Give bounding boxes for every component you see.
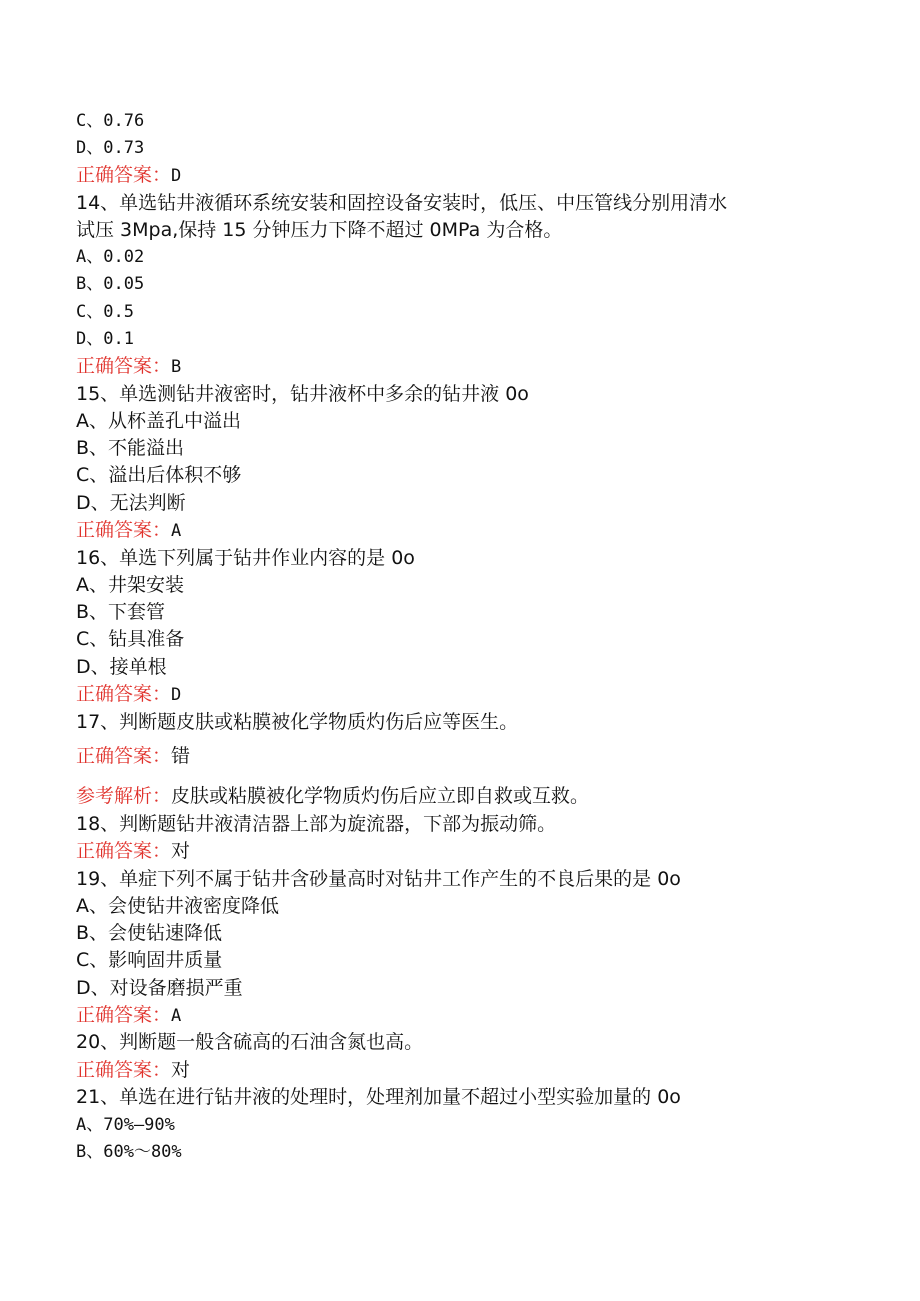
option-line: B、下套管 <box>76 601 166 623</box>
explanation-line <box>76 783 589 810</box>
question-line: 21、单选在进行钻井液的处理时，处理剂加量不超过小型实验加量的 0o <box>76 1086 681 1108</box>
answer-value: 对 <box>171 1059 191 1081</box>
option-line: D、接单根 <box>76 656 167 678</box>
answer-value: A <box>171 1006 182 1026</box>
answer-label: 正确答案： <box>76 1059 172 1081</box>
answer-label: 正确答案： <box>76 745 172 767</box>
question-line: 19、单症下列不属于钻井含砂量高时对钻井工作产生的不良后果的是 0o <box>76 868 681 890</box>
answer-line <box>76 743 190 770</box>
answer-label: 正确答案： <box>76 164 172 186</box>
option-line: A、会使钻井液密度降低 <box>76 895 279 917</box>
option-line: B、不能溢出 <box>76 437 185 459</box>
question-line: 16、单选下列属于钻井作业内容的是 0o <box>76 547 415 569</box>
option-line: D、无法判断 <box>76 492 186 514</box>
option-line: A、70%—90% <box>76 1115 175 1135</box>
answer-value: A <box>171 521 182 541</box>
answer-label: 正确答案： <box>76 1004 172 1026</box>
question-line: 试压 3Mpa,保持 15 分钟压力下降不超过 0MPa 为合格。 <box>76 219 563 241</box>
answer-line <box>76 517 181 544</box>
answer-line <box>76 681 181 708</box>
option-line: B、0.05 <box>76 274 145 294</box>
answer-line <box>76 353 181 380</box>
option-line: C、0.5 <box>76 302 134 322</box>
answer-line <box>76 838 190 865</box>
answer-value: 对 <box>171 840 191 862</box>
option-line: B、会使钻速降低 <box>76 922 223 944</box>
answer-line <box>76 1002 181 1029</box>
answer-label: 正确答案： <box>76 355 172 377</box>
answer-value: B <box>171 357 182 377</box>
question-line: 15、单选测钻井液密时，钻井液杯中多余的钻井液 0o <box>76 383 529 405</box>
explanation-label: 参考解析： <box>76 785 172 807</box>
answer-value: D <box>171 166 182 186</box>
question-line: 20、判断题一般含硫高的石油含氮也高。 <box>76 1031 424 1053</box>
option-line: C、影响固井质量 <box>76 949 223 971</box>
answer-label: 正确答案： <box>76 683 172 705</box>
question-line: 17、判断题皮肤或粘膜被化学物质灼伤后应等医生。 <box>76 711 519 733</box>
answer-label: 正确答案： <box>76 519 172 541</box>
option-line: C、钻具准备 <box>76 628 185 650</box>
answer-label: 正确答案： <box>76 840 172 862</box>
question-line: 18、判断题钻井液清洁器上部为旋流器，下部为振动筛。 <box>76 813 557 835</box>
option-line: D、对设备磨损严重 <box>76 977 243 999</box>
explanation-text: 皮肤或粘膜被化学物质灼伤后应立即自救或互救。 <box>171 785 590 807</box>
answer-line <box>76 1057 190 1084</box>
answer-line <box>76 162 181 189</box>
option-line: A、井架安装 <box>76 574 184 596</box>
answer-value: D <box>171 685 182 705</box>
option-line: C、溢出后体积不够 <box>76 464 242 486</box>
option-line: A、从杯盖孔中溢出 <box>76 410 241 432</box>
option-line: D、0.73 <box>76 138 145 158</box>
option-line: C、0.76 <box>76 111 145 131</box>
question-line: 14、单选钻井液循环系统安装和固控设备安装时，低压、中压管线分别用清水 <box>76 192 728 214</box>
option-line: A、0.02 <box>76 247 145 267</box>
option-line: D、0.1 <box>76 329 134 349</box>
answer-value: 错 <box>171 745 191 767</box>
option-line: B、60%～80% <box>76 1142 182 1162</box>
